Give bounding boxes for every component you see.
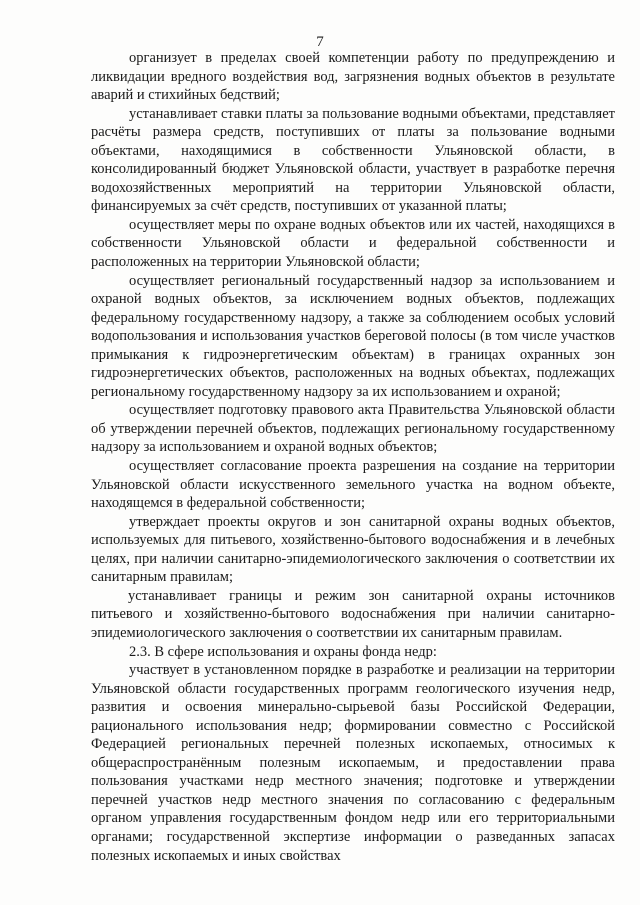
paragraph: осуществляет согласование проекта разрешения на создание на территории Ульяновской области искусственного земельного участка на водном объекте, находящемся в федеральной собственности; — [91, 458, 615, 512]
paragraph: устанавливает ставки платы за пользование водными объектами, представляет расчёты размера средств, поступивших от платы за пользование водными объектами, находящимися в собственности Ульяновской области, в консолидированный бюджет Ульяновской области, участвует в разработке перечня водохозяйственных мероприятий на территории Ульяновской области, финансируемых за счёт средств, поступивших от указанной платы; — [91, 105, 615, 215]
paragraph: устанавливает границы и режим зон санитарной охраны источников питьевого и хозяйственно-бытового водоснабжения при наличии санитарно-эпидемиологического заключения о соответствии их санитарным правилам. — [91, 587, 615, 641]
paragraph: осуществляет подготовку правового акта Правительства Ульяновской области об утверждении перечней объектов, подлежащих региональному государственному надзору за использованием и охраной водных объектов; — [91, 402, 615, 456]
paragraph: организует в пределах своей компетенции работу по предупреждению и ликвидации вредного воздействия вод, загрязнения водных объектов в результате аварий и стихийных бедствий; — [91, 50, 615, 104]
document-body — [91, 49, 615, 865]
paragraph: участвует в установленном порядке в разработке и реализации на территории Ульяновской области государственных программ геологического изучения недр, развития и освоения минерально-сырьевой базы Российской Федерации, рационального использования недр; формировании совместно с Российской Федерацией региональных перечней полезных ископаемых, относимых к общераспространённым полезным ископаемым, и предоставлении права пользования участками недр местного значения; подготовке и утверждении перечней участков недр местного значения по согласованию с федеральным органом управления государственным фондом недр или его территориальными органами; государственной экспертизе информации о разведанных запасах полезных ископаемых и иных свойствах — [91, 662, 615, 864]
paragraph: утверждает проекты округов и зон санитарной охраны водных объектов, используемых для питьевого, хозяйственно-бытового водоснабжения и в лечебных целях, при наличии санитарно-эпидемиологического заключения о соответствии их санитарным правилам; — [91, 513, 615, 586]
section-heading: 2.3. В сфере использования и охраны фонда недр: — [129, 643, 437, 660]
paragraph: осуществляет меры по охране водных объектов или их частей, находящихся в собственности Ульяновской области и федеральной собственности и расположенных на территории Ульяновской области; — [91, 216, 615, 271]
paragraph: осуществляет региональный государственный надзор за использованием и охраной водных объектов, за исключением водных объектов, подлежащих федеральному государственному надзору, а также за соблюдением особых условий водопользования и использования участков береговой полосы (в том числе участков примыкания к гидроэнергетическим объектам) в границах охранных зон гидроэнергетических объектов, расположенных на водных объектах, подлежащих региональному государственному надзору за их использованием и охраной; — [91, 272, 615, 400]
page-number: 7 — [316, 34, 324, 50]
